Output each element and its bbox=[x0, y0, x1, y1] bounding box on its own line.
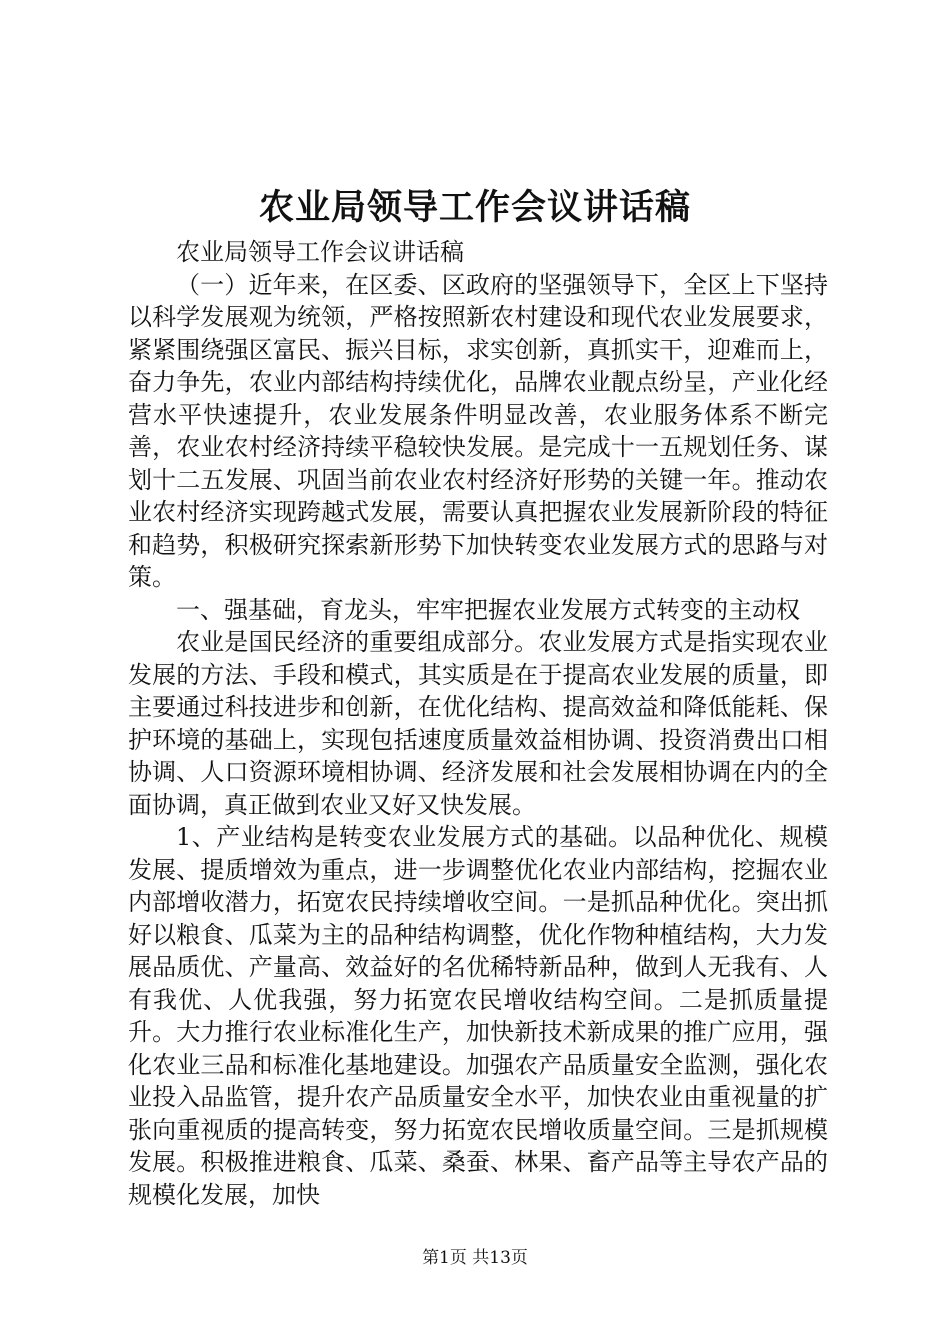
paragraph-item-1: 1、产业结构是转变农业发展方式的基础。以品种优化、规模发展、提质增效为重点，进一步调整优化农业内部结构，挖掘农业内部增收潜力，拓宽农民持续增收空间。一是抓品种优化。突出抓好以粮食、瓜菜为主的品种结构调整，优化作物种植结构，大力发展品质优、产量高、效益好的名优稀特新品种，做到人无我有、人有我优、人优我强，努力拓宽农民增收结构空间。二是抓质量提升。大力推行农业标准化生产，加快新技术新成果的推广应用，强化农业三品和标准化基地建设。加强农产品质量安全监测，强化农业投入品监管，提升农产品质量安全水平，加快农业由重视量的扩张向重视质的提高转变，努力拓宽农民增收质量空间。三是抓规模发展。积极推进粮食、瓜菜、桑蚕、林果、畜产品等主导农产品的规模化发展，加快 bbox=[128, 823, 828, 1209]
paragraph-subtitle: 农业局领导工作会议讲话稿 bbox=[176, 238, 464, 266]
document-title: 农业局领导工作会议讲话稿 bbox=[258, 187, 691, 228]
page-footer: 第1页 共13页 bbox=[422, 1248, 528, 1268]
section-heading: 一、强基础，育龙头，牢牢把握农业发展方式转变的主动权 bbox=[176, 595, 800, 624]
paragraph-intro: （一）近年来，在区委、区政府的坚强领导下，全区上下坚持以科学发展观为统领，严格按照新农村建设和现代农业发展要求，紧紧围绕强区富民、振兴目标，求实创新，真抓实干，迎难而上，奋力争先，农业内部结构持续优化，品牌农业靓点纷呈，产业化经营水平快速提升，农业发展条件明显改善，农业服务体系不断完善，农业农村经济持续平稳较快发展。是完成十一五规划任务、谋划十二五发展、巩固当前农业农村经济好形势的关键一年。推动农业农村经济实现跨越式发展，需要认真把握农业发展新阶段的特征和趋势，积极研究探索新形势下加快转变农业发展方式的思路与对策。 bbox=[128, 270, 828, 591]
paragraph-body: 农业是国民经济的重要组成部分。农业发展方式是指实现农业发展的方法、手段和模式，其实质是在于提高农业发展的质量，即主要通过科技进步和创新，在优化结构、提高效益和降低能耗、保护环境的基础上，实现包括速度质量效益相协调、投资消费出口相协调、人口资源环境相协调、经济发展和社会发展相协调在内的全面协调，真正做到农业又好又快发展。 bbox=[128, 628, 828, 819]
document-body bbox=[128, 236, 828, 1211]
